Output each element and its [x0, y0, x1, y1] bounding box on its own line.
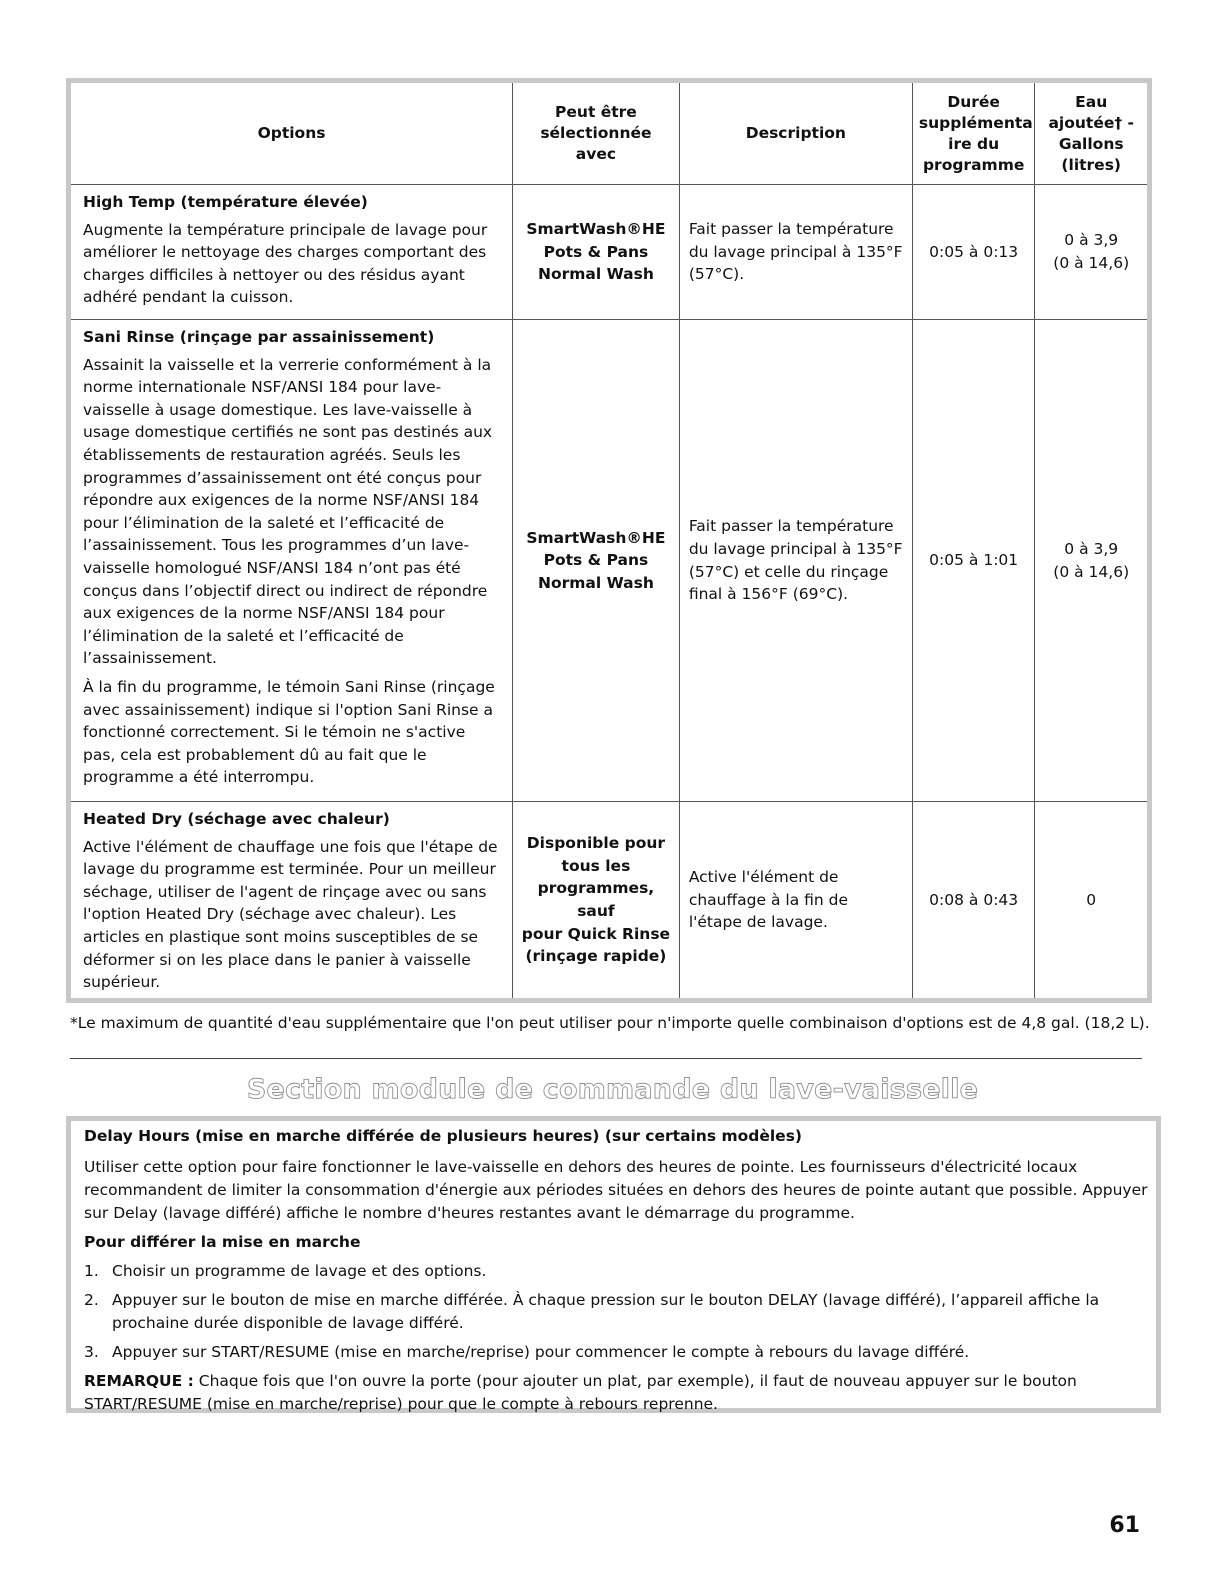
- delay-subtitle: Pour différer la mise en marche: [84, 1233, 361, 1251]
- header-extra-time: Durée supplémenta ire du programme: [912, 81, 1035, 185]
- header-water-added: Eau ajoutée† - Gallons (litres): [1035, 81, 1150, 185]
- option-cell: [69, 802, 513, 1001]
- option-note: À la fin du programme, le témoin Sani Rinse (rinçage avec assainissement) indique si l'option Sani Rinse a fonctionné correctement. Si le témoin ne s'active pas, cela est probablement dû au fait que le programme a été interrompu.: [83, 677, 495, 787]
- list-item: [84, 1260, 1150, 1283]
- delay-intro: Utiliser cette option pour faire fonctionner le lave-vaisselle en dehors des heures de pointe. Les fournisseurs d'électricité locaux recommandent de limiter la consommation d'énergie aux périodes situées en dehors des heures de pointe autant que possible. Appuyer sur Delay (lavage différé) affiche le nombre d'heures restantes avant le démarrage du programme.: [84, 1158, 1148, 1222]
- options-table: [66, 78, 1152, 1003]
- list-item: [84, 1289, 1150, 1335]
- option-title: Heated Dry (séchage avec chaleur): [83, 810, 390, 828]
- table-row: [69, 802, 1150, 1001]
- header-description: Description: [679, 81, 912, 185]
- option-title: Sani Rinse (rinçage par assainissement): [83, 328, 435, 346]
- time-cell: 0:08 à 0:43: [912, 802, 1035, 1001]
- section-title: Section module de commande du lave-vaisselle: [246, 1074, 979, 1105]
- delay-note: [84, 1370, 1150, 1416]
- header-selectable-with: Peut être sélectionnée avec: [513, 81, 680, 185]
- table-row: [69, 320, 1150, 802]
- water-cell: 0 à 3,9 (0 à 14,6): [1035, 320, 1150, 802]
- delay-hours-box: [66, 1116, 1161, 1413]
- page-number: 61: [1109, 1513, 1140, 1538]
- table-row: [69, 185, 1150, 320]
- step-text: Appuyer sur le bouton de mise en marche différée. À chaque pression sur le bouton DELAY (lavage différé), l’appareil affiche la prochaine durée disponible de lavage différé.: [112, 1291, 1100, 1332]
- option-title: High Temp (température élevée): [83, 193, 368, 211]
- step-text: Choisir un programme de lavage et des options.: [112, 1262, 487, 1280]
- time-cell: 0:05 à 1:01: [912, 320, 1035, 802]
- option-cell: [69, 185, 513, 320]
- note-text: Chaque fois que l'on ouvre la porte (pour ajouter un plat, par exemple), il faut de nouveau appuyer sur le bouton START/RESUME (mise en marche/reprise) pour que le compte à rebours reprenne.: [84, 1372, 1077, 1413]
- step-text: Appuyer sur START/RESUME (mise en marche/reprise) pour commencer le compte à rebours du lavage différé.: [112, 1343, 970, 1361]
- description-cell: Active l'élément de chauffage à la fin de l'étape de lavage.: [679, 802, 912, 1001]
- option-text: Assainit la vaisselle et la verrerie conformément à la norme internationale NSF/ANSI 184 pour lave-vaisselle à usage domestique. Les lave-vaisselle à usage domestique certifiés ne sont pas destinés aux établissements de restauration agréés. Seuls les programmes d’assainissement ont été conçus pour répondre aux exigences de la norme NSF/ANSI 184 pour l’élimination de la saleté et l’efficacité de l’assainissement. Tous les programmes d’un lave-vaisselle homologué NSF/ANSI 184 n’ont pas été conçus dans l’objectif direct ou indirect de répondre aux exigences de la norme NSF/ANSI 184 pour l’élimination de la saleté et l’efficacité de l’assainissement.: [83, 355, 493, 668]
- step-number: 1.: [84, 1262, 99, 1280]
- water-cell: 0: [1035, 802, 1150, 1001]
- selectable-with-cell: SmartWash®HE Pots & Pans Normal Wash: [513, 185, 680, 320]
- time-cell: 0:05 à 0:13: [912, 185, 1035, 320]
- list-item: [84, 1341, 1150, 1364]
- section-divider: [70, 1058, 1142, 1059]
- description-cell: Fait passer la température du lavage principal à 135°F (57°C) et celle du rinçage final à 156°F (69°C).: [679, 320, 912, 802]
- selectable-with-cell: SmartWash®HE Pots & Pans Normal Wash: [513, 320, 680, 802]
- header-options: Options: [69, 81, 513, 185]
- description-cell: Fait passer la température du lavage principal à 135°F (57°C).: [679, 185, 912, 320]
- step-number: 3.: [84, 1343, 99, 1361]
- step-number: 2.: [84, 1291, 99, 1309]
- footnote: *Le maximum de quantité d'eau supplémentaire que l'on peut utiliser pour n'importe quelle combinaison d'options est de 4,8 gal. (18,2 L).: [70, 1014, 1150, 1032]
- option-cell: [69, 320, 513, 802]
- note-label: REMARQUE :: [84, 1372, 194, 1390]
- selectable-with-cell: Disponible pour tous les programmes, sauf pour Quick Rinse (rinçage rapide): [513, 802, 680, 1001]
- option-text: Active l'élément de chauffage une fois que l'étape de lavage du programme est terminée. Pour un meilleur séchage, utiliser de l'agent de rinçage avec ou sans l'option Heated Dry (séchage avec chaleur). Les articles en plastique sont moins susceptibles de se déformer si on les place dans le panier à vaisselle supérieur.: [83, 837, 498, 992]
- option-text: Augmente la température principale de lavage pour améliorer le nettoyage des charges comportant des charges difficiles à nettoyer ou des résidus ayant adhéré pendant la cuisson.: [83, 220, 488, 307]
- delay-title: Delay Hours (mise en marche différée de plusieurs heures) (sur certains modèles): [84, 1127, 803, 1145]
- water-cell: 0 à 3,9 (0 à 14,6): [1035, 185, 1150, 320]
